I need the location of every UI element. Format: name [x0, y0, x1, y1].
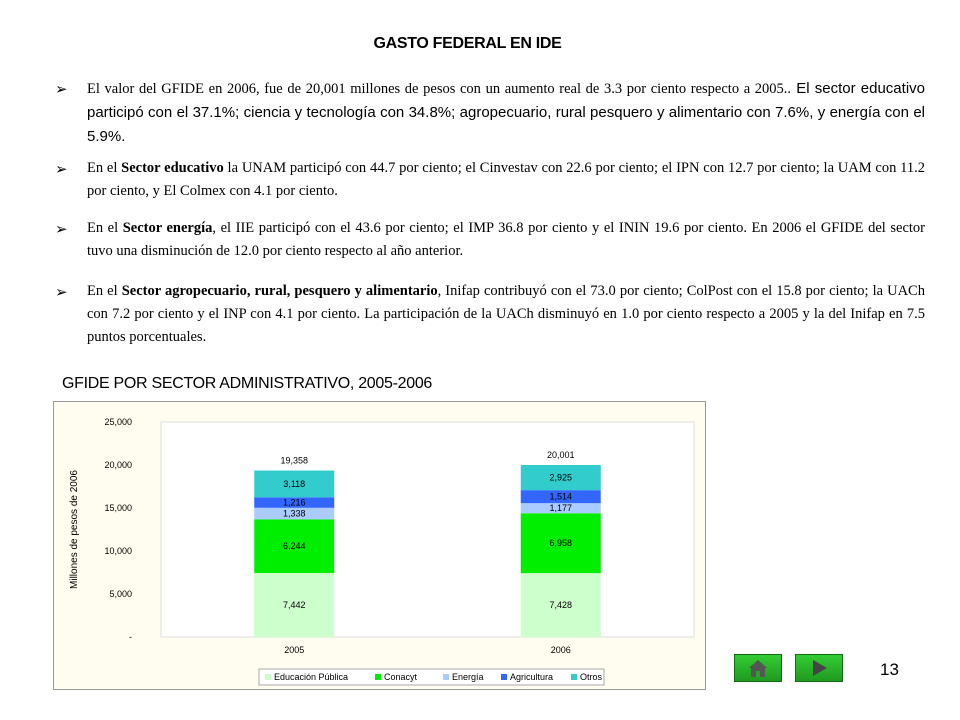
chart-container: [53, 401, 706, 690]
home-icon: [735, 655, 781, 681]
play-right-icon: [796, 655, 842, 681]
legend-swatch: [265, 674, 271, 680]
legend-entry: Educación Pública: [274, 672, 349, 682]
legend-entry: Conacyt: [384, 672, 418, 682]
stacked-bar-chart: [54, 402, 705, 689]
total-label: 20,001: [546, 449, 575, 460]
legend-entry: Agricultura: [510, 672, 554, 682]
bullet-bold-term: Sector educativo: [121, 160, 224, 176]
x-tick-label: 2006: [550, 645, 571, 655]
data-label: 1,338: [282, 508, 306, 519]
bullet-item-sector-agropecuario: [55, 280, 925, 349]
bullet-text: En el: [87, 160, 122, 176]
bullet-text: , Inifap contribuyó con el 73.0 por ciento; ColPost con el 15.8 por ciento; la UACh con 7.2 por ciento y el INP con 4.1 por ciento. La participación de la UACh disminuyó en 1.0 por ciento respecto a 2005 y la del Inifap en 7.5 puntos porcentuales.: [87, 283, 925, 345]
bullet-text: El valor del GFIDE en 2006, fue de 20,001 millones de pesos con un aumento real de 3.3 por ciento respecto a 2005..: [87, 81, 792, 97]
y-tick-label: 20,000: [104, 460, 132, 470]
bullet-text: En el: [87, 220, 123, 236]
arrow-bullet-icon: ➢: [55, 220, 68, 238]
legend-entry: Otros: [580, 672, 603, 682]
legend-swatch: [571, 674, 577, 680]
plot-area: [161, 422, 694, 637]
bullet-bold-term: Sector agropecuario, rural, pesquero y alimentario: [121, 283, 438, 299]
arrow-bullet-icon: ➢: [55, 160, 68, 178]
bullet-text-sans: El sector educativo participó con el 37.1%; ciencia y tecnología con 34.8%; agropecuario, rural pesquero y alimentario con 7.6%, y energía con el 5.9%.: [87, 80, 925, 145]
y-tick-label: 15,000: [104, 503, 132, 513]
home-button[interactable]: [734, 654, 782, 682]
data-label: 1,177: [549, 503, 573, 514]
data-label: 1,216: [282, 497, 306, 508]
y-tick-label: 5,000: [109, 589, 132, 599]
data-label: 7,442: [282, 599, 306, 610]
total-label: 19,358: [280, 455, 309, 466]
bullet-item-gfide-total: [55, 77, 925, 149]
y-tick-label: -: [129, 632, 132, 642]
chart-heading: GFIDE POR SECTOR ADMINISTRATIVO, 2005-2006: [62, 375, 433, 392]
data-label: 6,958: [549, 538, 573, 549]
next-slide-button[interactable]: [795, 654, 843, 682]
arrow-bullet-icon: ➢: [55, 80, 68, 98]
legend-swatch: [443, 674, 449, 680]
data-label: 1,514: [549, 491, 573, 502]
legend-entry: Energía: [452, 672, 484, 682]
bullet-item-sector-energia: [55, 217, 925, 263]
page-title: GASTO FEDERAL EN IDE: [373, 35, 562, 52]
page-number: 13: [880, 660, 899, 679]
data-label: 2,925: [549, 472, 573, 483]
bullet-item-sector-educativo: [55, 157, 925, 203]
data-label: 7,428: [549, 600, 573, 611]
x-tick-label: 2005: [284, 645, 305, 655]
arrow-bullet-icon: ➢: [55, 283, 68, 301]
legend-swatch: [501, 674, 507, 680]
y-tick-label: 25,000: [104, 417, 132, 427]
bullet-text: En el: [87, 283, 122, 299]
bullet-list: [55, 77, 925, 349]
y-axis-label: Millones de pesos de 2006: [69, 470, 80, 589]
bullet-text: la UNAM participó con 44.7 por ciento; el Cinvestav con 22.6 por ciento; el IPN con 12.7 por ciento; la UAM con 11.2 por ciento, y El Colmex con 4.1 por ciento.: [87, 160, 925, 199]
bullet-text: , el IIE participó con el 43.6 por ciento; el IMP 36.8 por ciento y el ININ 19.6 por ciento. En 2006 el GFIDE del sector tuvo una disminución de 12.0 por ciento respecto al año anterior.: [87, 220, 926, 259]
bullet-bold-term: Sector energía: [122, 220, 213, 236]
data-label: 6,244: [282, 541, 306, 552]
legend-swatch: [375, 674, 381, 680]
y-tick-label: 10,000: [104, 546, 132, 556]
data-label: 3,118: [283, 478, 306, 489]
